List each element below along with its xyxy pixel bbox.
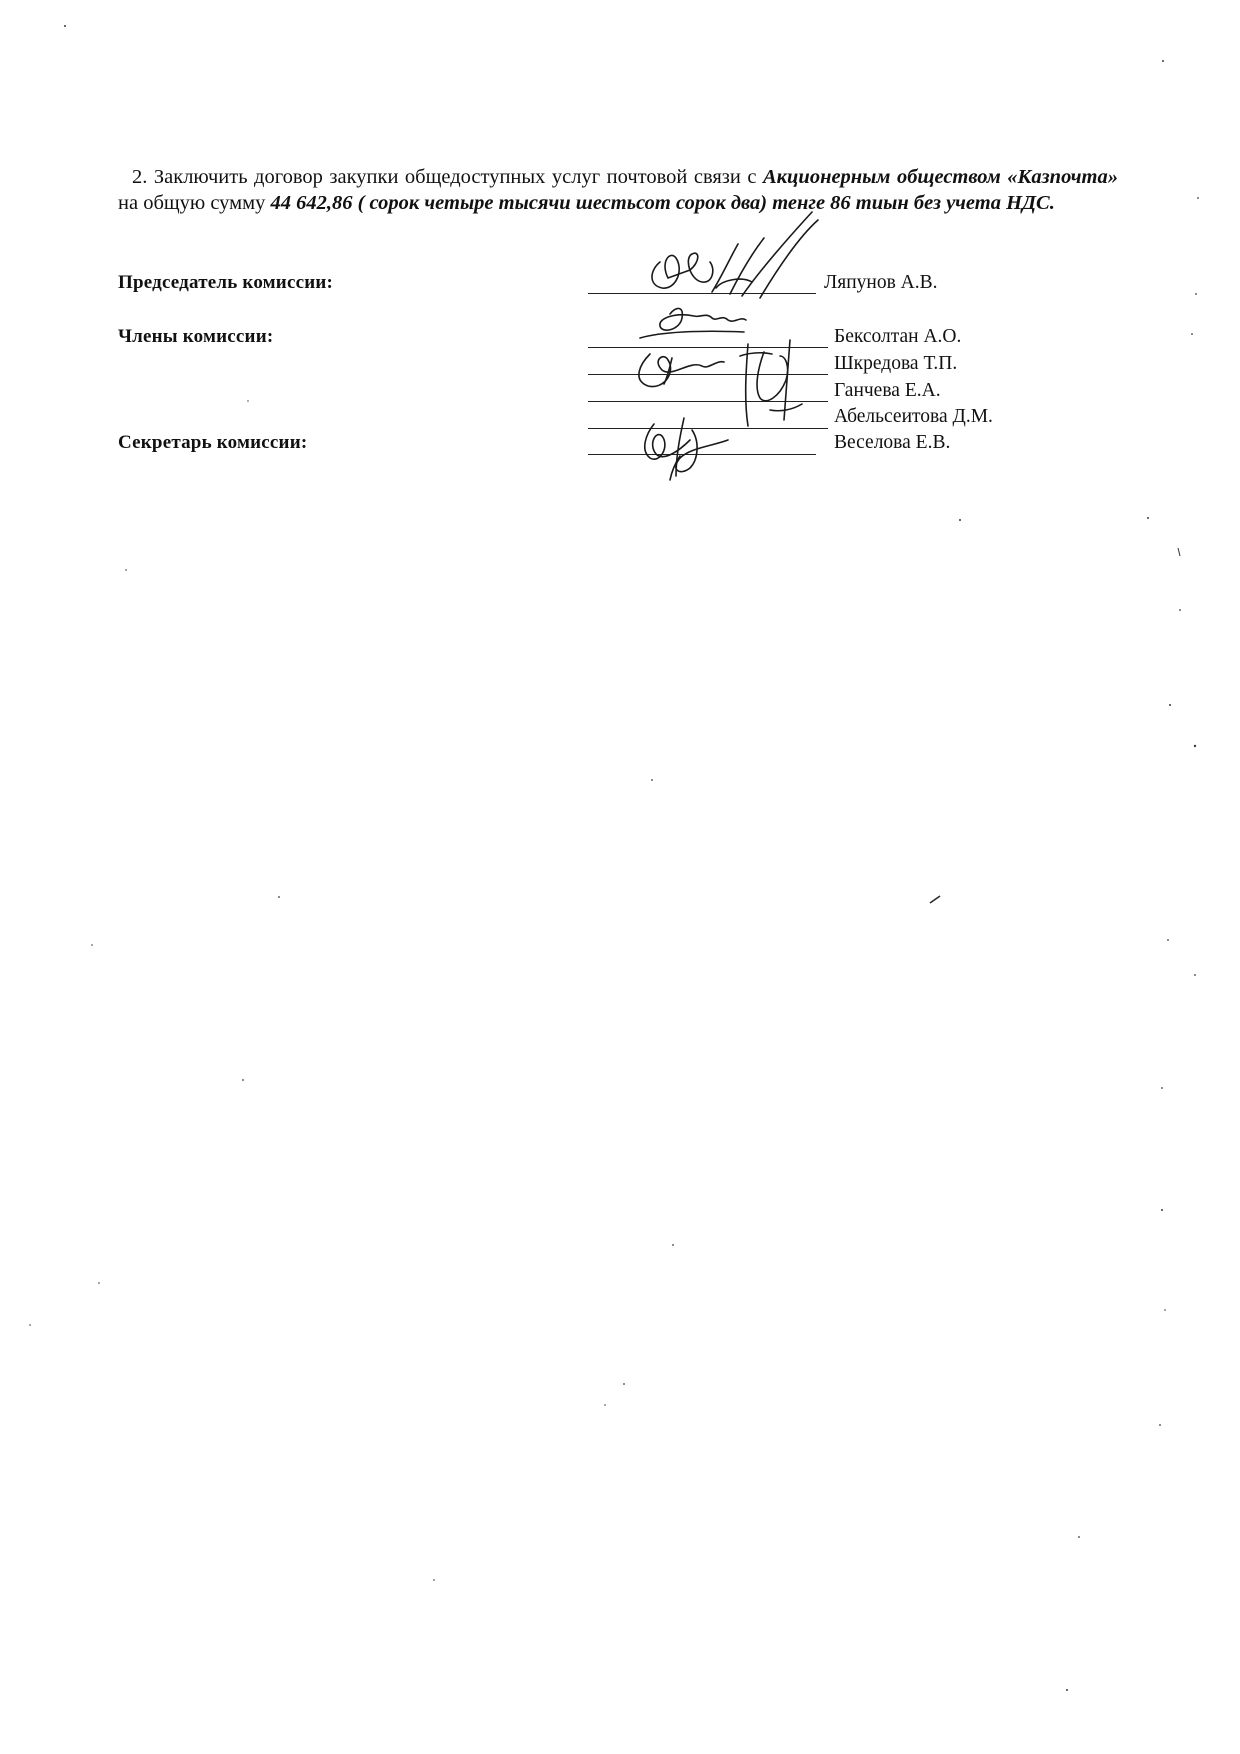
secretary-role-label: Секретарь комиссии: [118,432,308,453]
member-signature-2 [639,353,772,387]
secretary-signature-line [588,454,816,455]
company-name: Акционерным обществом «Казпочта» [762,166,1119,188]
member-name: Бексолтан А.О. [834,326,962,347]
decision-text-sum: на общую сумму [118,192,271,214]
member-name: Ганчева Е.А. [834,380,941,401]
member-signature-line [588,374,828,375]
members-role-label: Члены комиссии: [118,326,274,347]
secretary-name: Веселова Е.В. [834,432,951,453]
amount-in-words: ( сорок четыре тысячи шестьсот сорок два) тенге 86 тиын без учета НДС. [352,192,1055,214]
chair-role-label: Председатель комиссии: [118,272,334,293]
decision-paragraph [118,164,1118,216]
member-signature-line [588,401,828,402]
chair-signature-line [588,293,816,294]
member-name: Абельсеитова Д.М. [834,406,993,427]
contract-amount: 44 642,86 [270,192,353,214]
chair-name: Ляпунов А.В. [824,272,938,293]
member-signature-line [588,428,828,429]
decision-text: Заключить договор закупки общедоступных услуг почтовой связи с [147,166,763,188]
decision-number: 2. [132,166,148,188]
member-signature-line [588,347,828,348]
member-name: Шкредова Т.П. [834,353,958,374]
member-signature-3 [746,340,802,426]
chair-signature [652,212,818,298]
member-signature-1 [640,308,746,338]
